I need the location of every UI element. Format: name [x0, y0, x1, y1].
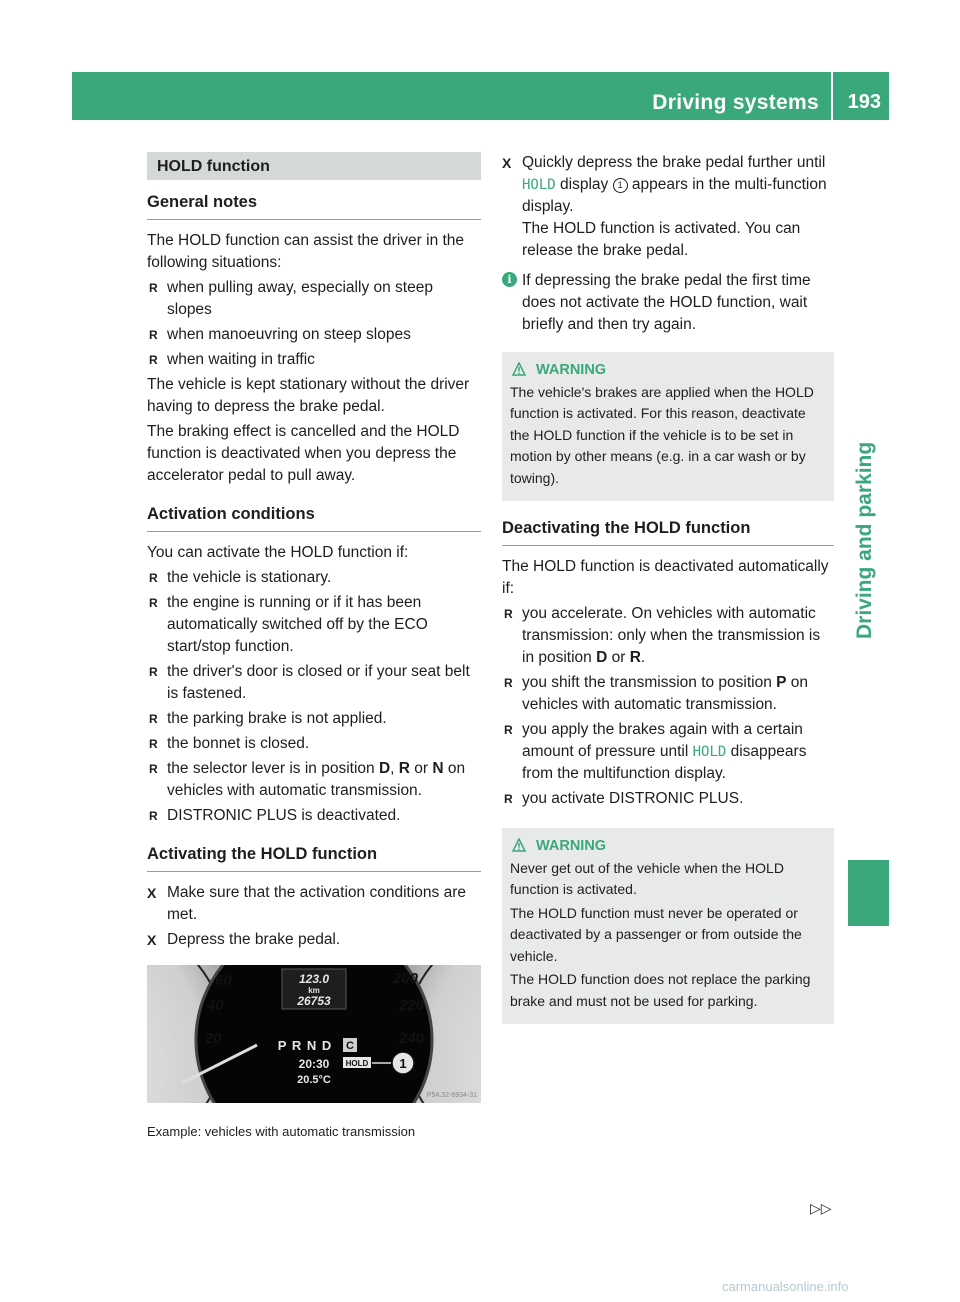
list-item: R you apply the brakes again with a certain amount of pressure until HOLD disappears from the multifunction display. [502, 719, 834, 785]
warning-text: Never get out of the vehicle when the HOLD function is activated. [510, 859, 784, 897]
drive-mode: C [346, 1040, 354, 1052]
warning-title: WARNING [510, 836, 826, 858]
list-item: R you activate DISTRONIC PLUS. [502, 788, 834, 810]
warning-box [502, 828, 834, 1024]
warning-triangle-icon [512, 838, 526, 852]
gear-indicator: P R N D [277, 1038, 333, 1053]
speed-tick-label: 20 [205, 1030, 222, 1047]
cluster-illustration [147, 965, 481, 1103]
double-chevron-right-icon: ▷▷ [810, 1200, 832, 1216]
list-item: R the engine is running or if it has been automatically switched off by the ECO start/stop function. [147, 592, 481, 658]
warning-box [502, 352, 834, 501]
list-item: R you shift the transmission to position P on vehicles with automatic transmission. [502, 672, 834, 716]
warning-text: The HOLD function must never be operated or deactivated by a passenger or from outside the vehicle. [510, 904, 802, 964]
activation-heading: Activation conditions [147, 503, 481, 532]
step-item: X Quickly depress the brake pedal further until HOLD display 1 appears in the multi-function display. The HOLD function is activated. You can release the brake pedal. [502, 152, 834, 262]
activation-intro: You can activate the HOLD function if: [147, 544, 409, 561]
hold-indicator: HOLD [345, 1059, 369, 1068]
info-note: i If depressing the brake pedal the first time does not activate the HOLD function, wait briefly and then try again. [502, 270, 834, 336]
instrument-cluster-figure [147, 965, 481, 1103]
list-item: R the bonnet is closed. [147, 733, 481, 755]
speed-tick-label: 220 [399, 997, 425, 1014]
clock-readout: 20:30 [298, 1057, 330, 1071]
odometer-readout: 26753 [297, 994, 331, 1008]
list-item: R you accelerate. On vehicles with automatic transmission: only when the transmission is in position D or R. [502, 603, 834, 669]
warning-text: The vehicle's brakes are applied when the HOLD function is activated. For this reason, deactivate the HOLD function if the vehicle is to be set in motion by other means (e.g. in a car wash or by towing). [510, 383, 814, 486]
paragraph: The vehicle is kept stationary without the driver having to depress the brake pedal. [147, 376, 470, 415]
callout-marker: 1 [613, 178, 628, 193]
watermark: carmanualsonline.info [722, 1279, 849, 1294]
list-item: R when manoeuvring on steep slopes [147, 324, 481, 346]
list-item: R the vehicle is stationary. [147, 567, 481, 589]
list-item: R the selector lever is in position D, R or N on vehicles with automatic transmission. [147, 758, 481, 802]
left-column [147, 152, 481, 1143]
warning-triangle-icon [512, 362, 526, 376]
speed-tick-label: 40 [207, 997, 224, 1014]
deactivating-heading: Deactivating the HOLD function [502, 517, 834, 546]
warning-text: The HOLD function does not replace the parking brake and must not be used for parking. [510, 971, 811, 1009]
step-item: X Make sure that the activation conditions are met. [147, 882, 481, 926]
speed-tick-label: 200 [393, 970, 419, 987]
figure-code: P54.32-8934-31 [426, 1092, 477, 1099]
general-notes-heading: General notes [147, 191, 481, 220]
deactivating-intro: The HOLD function is deactivated automatically if: [502, 558, 829, 597]
hold-display-text: HOLD [522, 177, 556, 193]
temperature-readout: 20.5°C [297, 1074, 331, 1086]
callout-number: 1 [399, 1056, 407, 1071]
header-title: Driving systems [652, 91, 819, 114]
figure-caption: Example: vehicles with automatic transmission [147, 1124, 416, 1139]
side-tab-label: Driving and parking [853, 441, 876, 639]
trip-unit: km [308, 986, 320, 995]
info-icon: i [502, 272, 517, 287]
list-item: R when pulling away, especially on steep slopes [147, 277, 481, 321]
section-title: HOLD function [147, 152, 481, 180]
speed-tick-label: 60 [215, 972, 232, 989]
side-tab-marker [848, 860, 889, 926]
intro-text: The HOLD function can assist the driver in the following situations: [147, 232, 465, 271]
step-item: X Depress the brake pedal. [147, 929, 481, 951]
paragraph: The braking effect is cancelled and the HOLD function is deactivated when you depress the accelerator pedal to pull away. [147, 423, 460, 484]
page-header [72, 72, 889, 120]
list-item: R DISTRONIC PLUS is deactivated. [147, 805, 481, 827]
warning-title: WARNING [510, 360, 826, 382]
header-divider [831, 72, 833, 120]
page-number: 193 [847, 91, 881, 113]
speed-tick-label: 240 [399, 1030, 425, 1047]
trip-readout: 123.0 [298, 972, 330, 986]
step-result: The HOLD function is activated. You can release the brake pedal. [522, 220, 801, 259]
list-item: R when waiting in traffic [147, 349, 481, 371]
hold-display-text: HOLD [692, 744, 727, 760]
list-item: R the driver's door is closed or if your seat belt is fastened. [147, 661, 481, 705]
right-column [502, 152, 834, 1024]
list-item: R the parking brake is not applied. [147, 708, 481, 730]
activating-heading: Activating the HOLD function [147, 843, 481, 872]
